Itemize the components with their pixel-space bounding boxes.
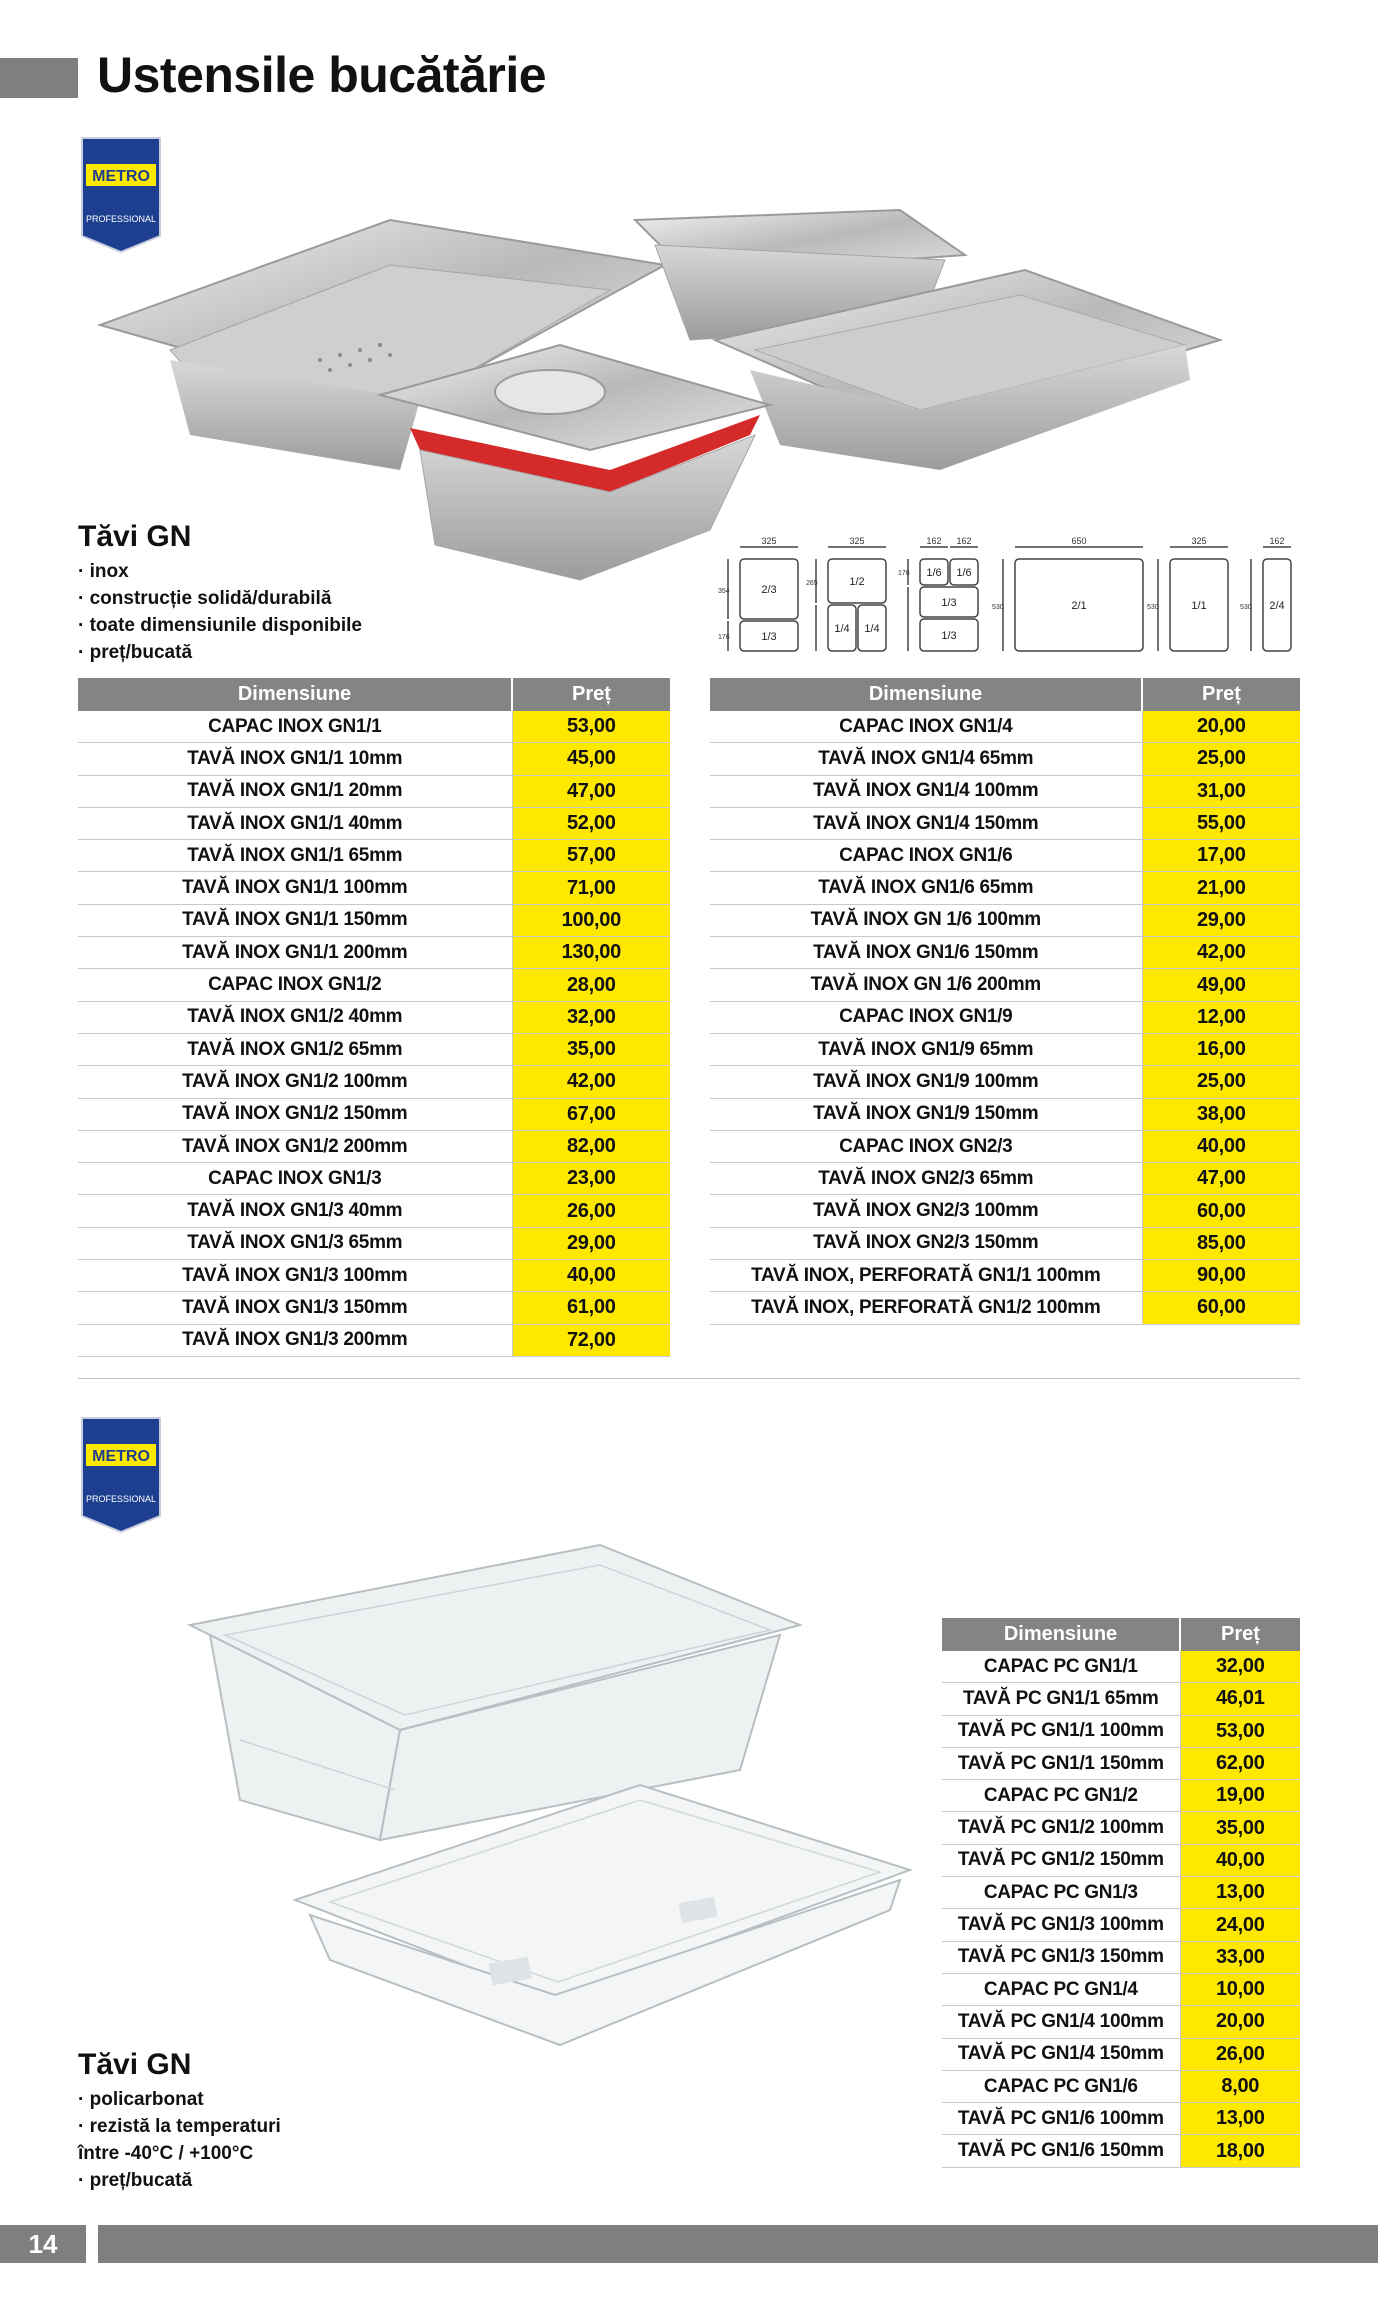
dimension-cell: TAVĂ INOX GN1/4 65mm [710,743,1142,775]
diagram-label: 354 [718,588,730,595]
dimension-cell: TAVĂ PC GN1/3 100mm [942,1909,1180,1941]
dimension-cell: TAVĂ INOX GN1/3 150mm [78,1292,512,1324]
table-row [710,872,1300,904]
dimension-cell: CAPAC PC GN1/6 [942,2070,1180,2102]
dimension-cell: TAVĂ INOX GN1/9 150mm [710,1098,1142,1130]
price-cell: 71,00 [512,872,670,904]
column-header-dimension: Dimensiune [78,678,512,711]
table-row [710,775,1300,807]
dimension-cell: TAVĂ INOX GN1/2 65mm [78,1033,512,1065]
bullet-item: · toate dimensiunile disponibile [78,615,362,636]
table-row [942,1780,1300,1812]
price-cell: 49,00 [1142,969,1300,1001]
column-header-price: Preț [512,678,670,711]
dimension-cell: TAVĂ INOX GN1/2 200mm [78,1130,512,1162]
price-cell: 20,00 [1142,711,1300,743]
price-cell: 55,00 [1142,807,1300,839]
dimension-cell: TAVĂ PC GN1/2 150mm [942,1844,1180,1876]
table-row [942,2103,1300,2135]
table-row [710,1033,1300,1065]
price-cell: 60,00 [1142,1292,1300,1324]
table-row [78,969,670,1001]
diagram-label: 1/4 [864,623,880,635]
diagram-label: 162 [1269,536,1285,546]
price-cell: 40,00 [512,1260,670,1292]
table-row [78,937,670,969]
table-row [942,1844,1300,1876]
price-cell: 23,00 [512,1163,670,1195]
table-row [78,1001,670,1033]
table-row [78,1227,670,1259]
dimension-cell: CAPAC PC GN1/2 [942,1780,1180,1812]
price-cell: 29,00 [1142,904,1300,936]
dimension-cell: TAVĂ PC GN1/1 150mm [942,1747,1180,1779]
table-row [710,1195,1300,1227]
table-row [78,1163,670,1195]
dimension-cell: CAPAC PC GN1/3 [942,1877,1180,1909]
price-cell: 16,00 [1142,1033,1300,1065]
dimension-cell: TAVĂ INOX, PERFORATĂ GN1/1 100mm [710,1260,1142,1292]
price-cell: 42,00 [1142,937,1300,969]
price-cell: 61,00 [512,1292,670,1324]
section-title-pc: Tăvi GN [78,2048,192,2081]
bullet-item: · policarbonat [78,2089,204,2110]
table-row [78,1066,670,1098]
price-cell: 8,00 [1180,2070,1300,2102]
bullet-item: între -40°C / +100°C [78,2143,254,2164]
badge-sub: PROFESSIONAL [85,1494,157,1504]
footer-bar [98,2225,1378,2263]
price-cell: 32,00 [512,1001,670,1033]
table-row [710,1292,1300,1324]
price-cell: 67,00 [512,1098,670,1130]
table-row [710,743,1300,775]
diagram-label: 1/2 [849,576,865,588]
dimension-cell: TAVĂ INOX GN1/4 100mm [710,775,1142,807]
column-header-dimension: Dimensiune [710,678,1142,711]
column-header-dimension: Dimensiune [942,1618,1180,1651]
price-cell: 18,00 [1180,2135,1300,2167]
price-cell: 21,00 [1142,872,1300,904]
price-table-polycarbonate [942,1618,1300,2168]
table-row [78,1324,670,1356]
dimension-cell: TAVĂ INOX GN1/2 100mm [78,1066,512,1098]
price-cell: 35,00 [1180,1812,1300,1844]
diagram-label: 1/6 [926,567,942,579]
polycarbonate-trays-photo [180,1540,920,2090]
dimension-cell: TAVĂ PC GN1/2 100mm [942,1812,1180,1844]
price-cell: 47,00 [1142,1163,1300,1195]
dimension-cell: TAVĂ INOX GN 1/6 100mm [710,904,1142,936]
price-cell: 25,00 [1142,1066,1300,1098]
price-cell: 13,00 [1180,1877,1300,1909]
dimension-cell: TAVĂ INOX GN1/1 150mm [78,904,512,936]
table-row [710,807,1300,839]
table-row [710,1066,1300,1098]
price-cell: 24,00 [1180,1909,1300,1941]
table-row [710,1227,1300,1259]
table-row [710,937,1300,969]
price-cell: 45,00 [512,743,670,775]
page-number: 14 [28,2229,58,2259]
dimension-cell: CAPAC INOX GN1/1 [78,711,512,743]
price-cell: 130,00 [512,937,670,969]
dimension-cell: TAVĂ INOX GN1/2 40mm [78,1001,512,1033]
table-row [78,872,670,904]
price-cell: 19,00 [1180,1780,1300,1812]
diagram-label: 1/6 [956,567,972,579]
dimension-cell: TAVĂ INOX GN1/3 100mm [78,1260,512,1292]
diagram-label: 650 [1071,536,1087,546]
table-row [78,840,670,872]
table-row [942,2038,1300,2070]
price-cell: 28,00 [512,969,670,1001]
table-row [78,775,670,807]
diagram-label: 1/3 [761,631,777,643]
price-cell: 57,00 [512,840,670,872]
price-cell: 60,00 [1142,1195,1300,1227]
price-cell: 85,00 [1142,1227,1300,1259]
dimension-cell: TAVĂ INOX GN1/1 10mm [78,743,512,775]
table-row [78,711,670,743]
price-cell: 42,00 [512,1066,670,1098]
diagram-label: 1/3 [941,630,957,642]
table-row [942,1715,1300,1747]
column-header-price: Preț [1142,678,1300,711]
price-cell: 40,00 [1180,1844,1300,1876]
stainless-trays-photo [90,170,1230,590]
diagram-label: 1/3 [941,597,957,609]
dimension-cell: CAPAC INOX GN1/4 [710,711,1142,743]
dimension-cell: TAVĂ INOX GN1/1 40mm [78,807,512,839]
diagram-label: 325 [849,536,865,546]
diagram-label: 325 [1191,536,1207,546]
bullet-item: · preț/bucată [78,2170,193,2191]
table-row [710,904,1300,936]
price-cell: 35,00 [512,1033,670,1065]
price-cell: 40,00 [1142,1130,1300,1162]
bullet-item: · preț/bucată [78,642,193,663]
section-title-inox: Tăvi GN [78,520,192,553]
table-row [78,1292,670,1324]
table-row [710,1163,1300,1195]
table-row [942,1941,1300,1973]
table-row [78,904,670,936]
dimension-cell: TAVĂ INOX GN1/3 200mm [78,1324,512,1356]
dimension-cell: TAVĂ INOX GN2/3 65mm [710,1163,1142,1195]
price-cell: 12,00 [1142,1001,1300,1033]
dimension-cell: TAVĂ INOX GN1/1 65mm [78,840,512,872]
dimension-cell: TAVĂ INOX GN1/2 150mm [78,1098,512,1130]
bullets-pc [78,2086,281,2194]
price-cell: 38,00 [1142,1098,1300,1130]
diagram-label: 1/4 [834,623,850,635]
diagram-label: 176 [898,570,910,577]
price-cell: 13,00 [1180,2103,1300,2135]
table-row [710,1001,1300,1033]
price-cell: 26,00 [1180,2038,1300,2070]
table-row [710,969,1300,1001]
dimension-cell: TAVĂ INOX GN1/6 65mm [710,872,1142,904]
diagram-label: 530 [1147,604,1159,611]
dimension-cell: TAVĂ PC GN1/6 150mm [942,2135,1180,2167]
price-table-inox-right [710,678,1300,1325]
dimension-cell: CAPAC INOX GN1/6 [710,840,1142,872]
dimension-cell: TAVĂ INOX GN1/6 150mm [710,937,1142,969]
dimension-cell: CAPAC INOX GN1/3 [78,1163,512,1195]
dimension-cell: TAVĂ INOX GN1/1 20mm [78,775,512,807]
price-cell: 32,00 [1180,1651,1300,1683]
diagram-label: 176 [718,634,730,641]
dimension-cell: TAVĂ INOX GN1/9 100mm [710,1066,1142,1098]
diagram-label: 530 [992,604,1004,611]
diagram-label: 2/3 [761,584,777,596]
table-row [942,1651,1300,1683]
metro-professional-badge [80,1416,162,1534]
table-row [942,1683,1300,1715]
bullets-inox [78,558,362,666]
table-row [78,1098,670,1130]
table-row [78,1260,670,1292]
diagram-label: 162 [956,536,972,546]
dimension-cell: TAVĂ INOX GN1/1 200mm [78,937,512,969]
page-title: Ustensile bucătărie [97,47,547,103]
price-cell: 53,00 [1180,1715,1300,1747]
dimension-cell: CAPAC INOX GN2/3 [710,1130,1142,1162]
dimension-cell: TAVĂ INOX GN1/4 150mm [710,807,1142,839]
price-cell: 47,00 [512,775,670,807]
price-cell: 82,00 [512,1130,670,1162]
dimension-cell: TAVĂ PC GN1/6 100mm [942,2103,1180,2135]
price-cell: 31,00 [1142,775,1300,807]
table-row [942,1877,1300,1909]
dimension-cell: TAVĂ INOX GN1/9 65mm [710,1033,1142,1065]
dimension-cell: TAVĂ INOX GN1/3 40mm [78,1195,512,1227]
price-cell: 10,00 [1180,1973,1300,2005]
section-divider [78,1378,1300,1379]
table-row [710,711,1300,743]
diagram-label: 162 [926,536,942,546]
price-cell: 29,00 [512,1227,670,1259]
header-accent-bar [0,58,78,98]
price-cell: 17,00 [1142,840,1300,872]
price-cell: 52,00 [512,807,670,839]
table-row [710,1098,1300,1130]
diagram-label: 265 [806,580,818,587]
table-row [942,2135,1300,2167]
table-row [710,1130,1300,1162]
table-row [942,1812,1300,1844]
table-row [942,2070,1300,2102]
dimension-cell: TAVĂ INOX GN2/3 100mm [710,1195,1142,1227]
dimension-cell: TAVĂ PC GN1/3 150mm [942,1941,1180,1973]
dimension-cell: TAVĂ PC GN1/4 100mm [942,2006,1180,2038]
badge-sub: PROFESSIONAL [85,214,157,224]
diagram-label: 2/4 [1269,600,1285,612]
dimension-cell: TAVĂ PC GN1/1 65mm [942,1683,1180,1715]
table-row [78,1130,670,1162]
dimension-cell: TAVĂ INOX GN 1/6 200mm [710,969,1142,1001]
dimension-cell: TAVĂ PC GN1/1 100mm [942,1715,1180,1747]
price-cell: 100,00 [512,904,670,936]
bullet-item: · construcție solidă/durabilă [78,588,332,609]
badge-brand: METRO [92,168,150,185]
dimension-cell: TAVĂ INOX GN1/3 65mm [78,1227,512,1259]
dimension-cell: TAVĂ INOX GN2/3 150mm [710,1227,1142,1259]
dimension-cell: CAPAC INOX GN1/2 [78,969,512,1001]
table-row [78,1033,670,1065]
bullet-item: · inox [78,561,129,582]
price-cell: 53,00 [512,711,670,743]
table-row [710,1260,1300,1292]
dimension-cell: CAPAC PC GN1/4 [942,1973,1180,2005]
table-row [78,1195,670,1227]
badge-brand: METRO [92,1448,150,1465]
dimension-cell: TAVĂ INOX GN1/1 100mm [78,872,512,904]
price-cell: 33,00 [1180,1941,1300,1973]
table-row [942,2006,1300,2038]
price-cell: 46,01 [1180,1683,1300,1715]
table-row [710,840,1300,872]
diagram-label: 2/1 [1071,600,1087,612]
price-cell: 72,00 [512,1324,670,1356]
dimension-cell: TAVĂ PC GN1/4 150mm [942,2038,1180,2070]
price-table-inox-left [78,678,670,1357]
diagram-label: 1/1 [1191,600,1207,612]
table-row [942,1747,1300,1779]
bullet-item: · rezistă la temperaturi [78,2116,281,2137]
diagram-label: 530 [1240,604,1252,611]
price-cell: 90,00 [1142,1260,1300,1292]
diagram-label: 325 [761,536,777,546]
table-row [942,1909,1300,1941]
metro-logo-icon [80,1416,162,1534]
gn-size-diagram [710,535,1300,662]
column-header-price: Preț [1180,1618,1300,1651]
dimension-cell: CAPAC INOX GN1/9 [710,1001,1142,1033]
dimension-cell: TAVĂ INOX, PERFORATĂ GN1/2 100mm [710,1292,1142,1324]
price-cell: 25,00 [1142,743,1300,775]
price-cell: 20,00 [1180,2006,1300,2038]
price-cell: 62,00 [1180,1747,1300,1779]
table-row [78,743,670,775]
price-cell: 26,00 [512,1195,670,1227]
table-row [78,807,670,839]
table-row [942,1973,1300,2005]
dimension-cell: CAPAC PC GN1/1 [942,1651,1180,1683]
